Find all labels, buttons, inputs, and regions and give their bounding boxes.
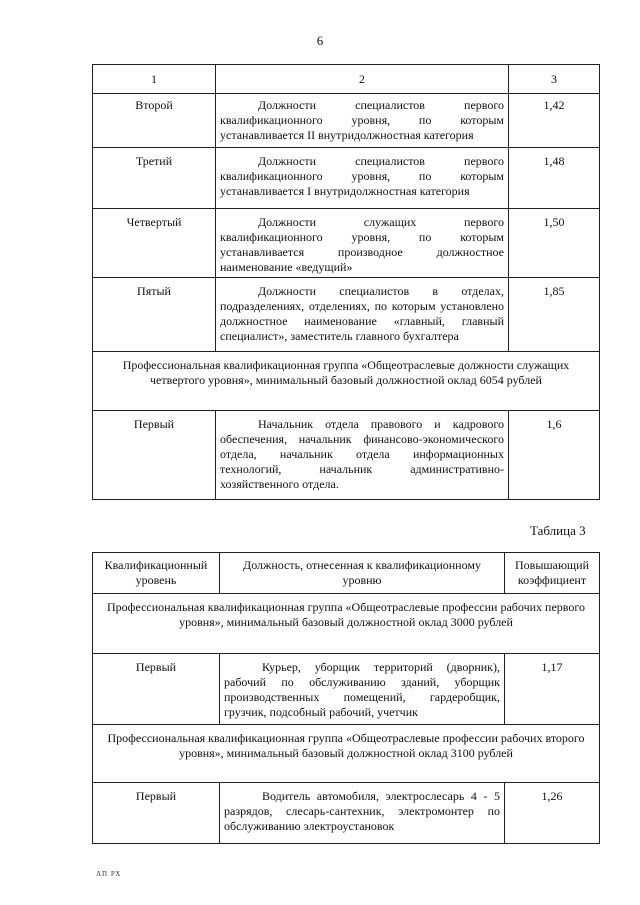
table-row (93, 94, 600, 148)
group-heading: Профессиональная квалификационная группа «Общеотраслевые профессии рабочих первого уровня», минимальный базовый должностной оклад 3000 рублей (93, 594, 600, 654)
coefficient-cell: 1,42 (509, 94, 600, 148)
coefficient-table-continued (92, 64, 600, 500)
table-row (93, 148, 600, 209)
level-cell: Первый (93, 783, 220, 844)
coefficient-cell: 1,6 (509, 411, 600, 500)
header-position: Должность, отнесенная к квалификационному уровню (220, 553, 505, 594)
position-cell: Начальник отдела правового и кадрового обеспечения, начальник финансово-экономического отдела, начальник отдела информационных технологий, начальник административно-хозяйственного отдела. (216, 411, 509, 500)
coefficient-cell: 1,26 (505, 783, 600, 844)
footer-mark: АП РХ (96, 870, 122, 878)
table-row (93, 654, 600, 725)
page-number: 6 (316, 33, 324, 48)
position-cell: Должности специалистов первого квалификационного уровня, по которым устанавливается I внутридолжностная категория (216, 148, 509, 209)
header-col-3: 3 (509, 65, 600, 94)
table-row (93, 783, 600, 844)
workers-coefficient-table (92, 552, 600, 844)
position-cell: Водитель автомобиля, электрослесарь 4 - 5 разрядов, слесарь-сантехник, электромонтер по обслуживанию электроустановок (220, 783, 505, 844)
coefficient-cell: 1,50 (509, 209, 600, 278)
header-coefficient: Повышающий коэффициент (505, 553, 600, 594)
table-row (93, 209, 600, 278)
coefficient-cell: 1,17 (505, 654, 600, 725)
position-cell: Должности специалистов в отделах, подразделениях, отделениях, по которым установлено должностное наименование «главный, главный специалист», заместитель главного бухгалтера (216, 278, 509, 352)
coefficient-cell: 1,48 (509, 148, 600, 209)
level-cell: Второй (93, 94, 216, 148)
level-cell: Первый (93, 411, 216, 500)
table-row (93, 278, 600, 352)
table-caption: Таблица 3 (530, 523, 586, 538)
coefficient-cell: 1,85 (509, 278, 600, 352)
group-heading-row (93, 725, 600, 783)
table-row (93, 411, 600, 500)
group-heading: Профессиональная квалификационная группа «Общеотраслевые должности служащих четвертого уровня», минимальный базовый должностной оклад 6054 рублей (93, 352, 600, 411)
level-cell: Четвертый (93, 209, 216, 278)
level-cell: Третий (93, 148, 216, 209)
group-heading-row (93, 594, 600, 654)
position-cell: Должности специалистов первого квалификационного уровня, по которым устанавливается II внутридолжностная категория (216, 94, 509, 148)
level-cell: Пятый (93, 278, 216, 352)
table-header-row (93, 65, 600, 94)
group-heading-row (93, 352, 600, 411)
level-cell: Первый (93, 654, 220, 725)
group-heading: Профессиональная квалификационная группа «Общеотраслевые профессии рабочих второго уровня», минимальный базовый должностной оклад 3100 рублей (93, 725, 600, 783)
header-col-1: 1 (93, 65, 216, 94)
header-col-2: 2 (216, 65, 509, 94)
table-header-row (93, 553, 600, 594)
position-cell: Курьер, уборщик территорий (дворник), рабочий по обслуживанию зданий, уборщик производственных помещений, гардеробщик, грузчик, подсобный рабочий, учетчик (220, 654, 505, 725)
header-level: Квалификационный уровень (93, 553, 220, 594)
position-cell: Должности служащих первого квалификационного уровня, по которым устанавливается производное должностное наименование «ведущий» (216, 209, 509, 278)
